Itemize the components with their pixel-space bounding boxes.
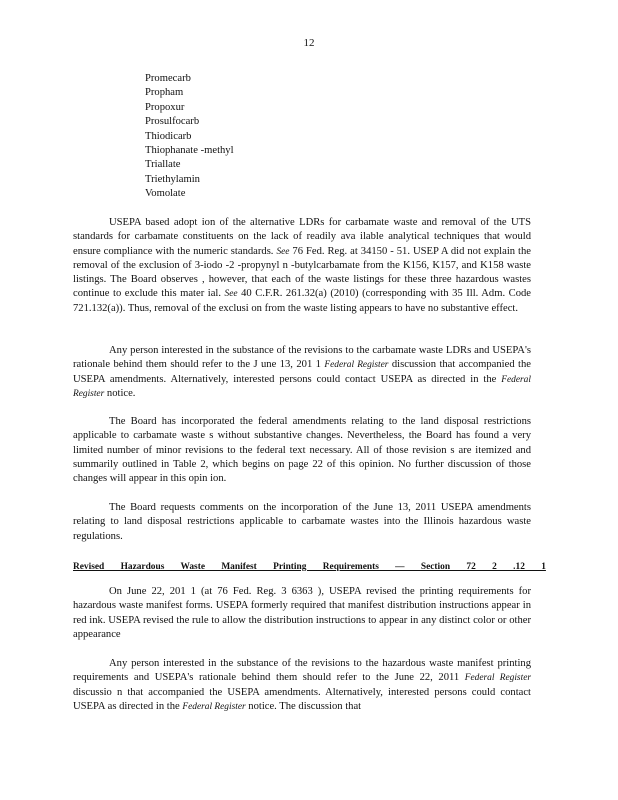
list-item: Triallate <box>145 159 181 171</box>
paragraph-text: Any person interested in the substance of the revisions to the hazardous waste manifest printing requirements and USEPA's rationale behind them should refer to the June 22, 2011 <box>73 658 531 684</box>
paragraph-text: discussion that accompanied the USEPA amendments. Alternatively, interested persons could contact USEPA as directed in the <box>73 359 531 385</box>
paragraph-text: Any person interested in the substance of the revisions to the carbamate waste LDRs and USEPA's rationale behind them should refer to the J une 13, 201 1 <box>73 345 531 371</box>
paragraph-manifest-revision: On June 22, 201 1 (at 76 Fed. Reg. 3 6363 ), USEPA revised the printing requirements for hazardous waste manifest forms. USEPA formerly required that manifest distribution instructions appear in red ink. USEPA revised the rule to allow the distribution instructions to appear in any distinct color or other appearance <box>73 586 531 640</box>
section-heading: Revised Hazardous Waste Manifest Printing Requirements — Section 72 2 .12 1 <box>73 562 546 572</box>
paragraph-text: 76 Fed. Reg. at 34150 - 51. USEP A did not explain the removal of the exclusion of 3-iodo -2 -propynyl n -butylcarbamate from the K156, K157, and K158 waste listings. The Board observes , however, that each of the waste listings for these three hazardous wastes continue to exclude this mater ial. <box>73 245 531 300</box>
list-item: Prosulfocarb <box>145 116 200 128</box>
paragraph-text: 40 C.F.R. 261.32(a) (2010) (corresponding with 35 Ill. Adm. Code 721.132(a)). Thus, removal of the exclusi on from the waste listing appears to have no substantive effect. <box>73 288 532 314</box>
paragraph-text: discussio n that accompanied the USEPA amendments. Alternatively, interested persons could contact USEPA as directed in the <box>73 686 531 712</box>
paragraph-comment-request: The Board requests comments on the incorporation of the June 13, 2011 USEPA amendments relating to land disposal restrictions applicable to carbamate wastes into the Illinois hazardous waste regulations. <box>73 502 531 542</box>
list-item: Vomolate <box>145 188 186 200</box>
paragraph-text: notice. The discussion that <box>248 700 362 712</box>
paragraph-carbamate-reference <box>73 344 531 401</box>
list-item: Thiodicarb <box>145 130 192 142</box>
paragraph-board-incorporation: The Board has incorporated the federal amendments relating to the land disposal restrictions applicable to carbamate waste s without substantive changes. Nevertheless, the Board has found a very limited number of minor revisions to the federal text necessary. All of those revision s are itemized and summarily outlined in Table 2, which begins on page 22 of this opinion. No further discussion of those changes will appear in this opin ion. <box>73 416 531 485</box>
paragraph-usepa-basis <box>73 216 531 316</box>
list-item: Promecarb <box>145 73 191 84</box>
citation-signal: See <box>224 289 238 300</box>
chemical-list <box>145 72 234 202</box>
list-item: Propoxur <box>145 101 185 113</box>
paragraph-manifest-reference <box>73 657 531 714</box>
paragraph-text: USEPA based adopt ion of the alternative LDRs for carbamate waste and removal of the UTS standards for carbamate constituents on the lack of readily ava ilable analytical techniques that would ensure compliance with the numeric standards. <box>73 217 531 257</box>
citation-signal: See <box>276 246 290 257</box>
federal-register-citation: Federal Register <box>73 374 531 399</box>
list-item: Triethylamin <box>145 173 200 185</box>
list-item: Thiophanate -methyl <box>145 144 234 156</box>
paragraph-text: notice. <box>106 387 136 399</box>
federal-register-citation: Federal Register <box>324 360 389 371</box>
federal-register-citation: Federal Register <box>182 701 246 712</box>
page-number: 12 <box>303 37 315 49</box>
federal-register-citation: Federal Register <box>464 673 531 684</box>
list-item: Propham <box>145 87 184 99</box>
